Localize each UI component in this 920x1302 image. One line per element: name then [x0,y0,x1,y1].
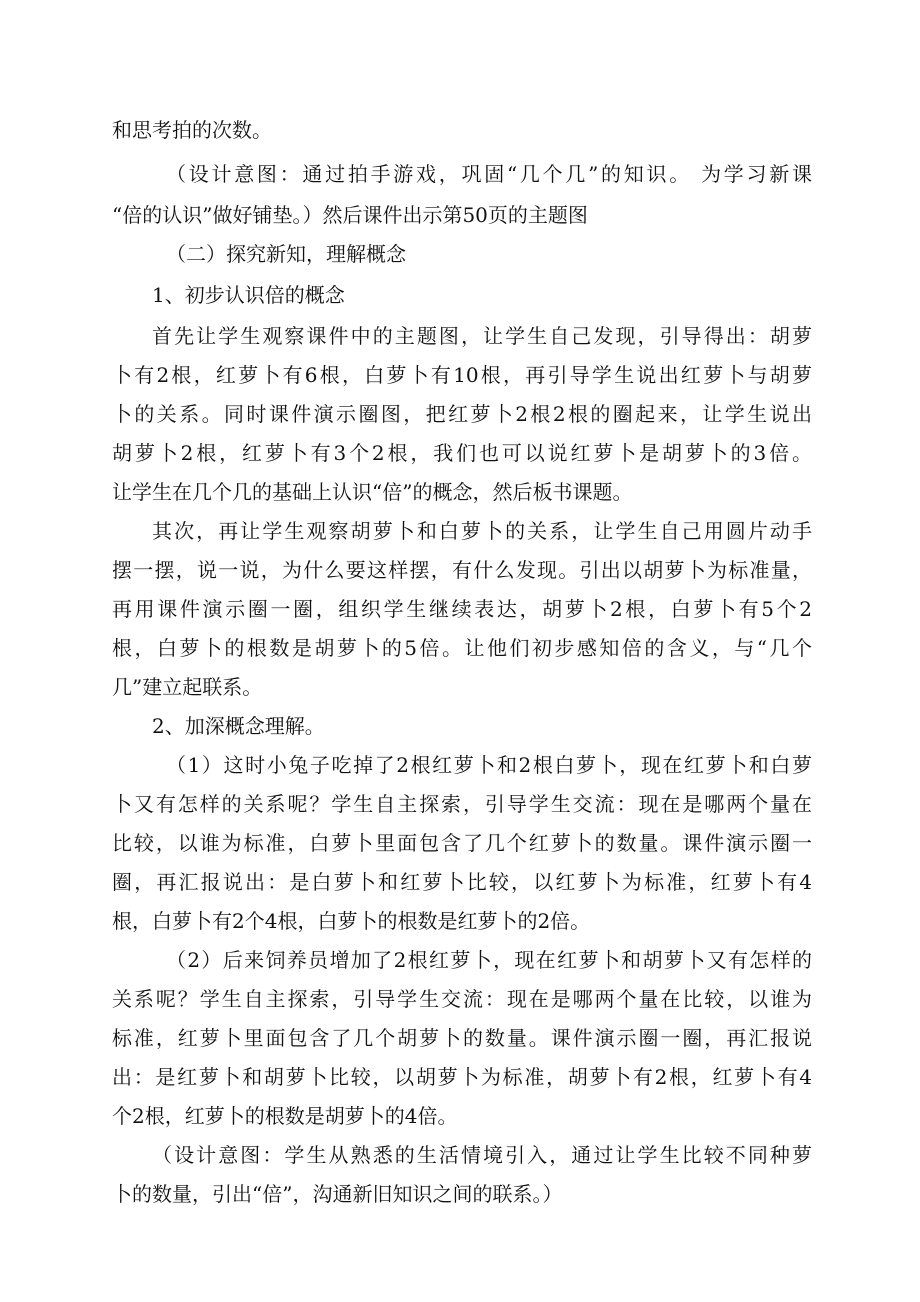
paragraph-line: 标准，红萝卜里面包含了几个胡萝卜的数量。课件演示圈一圈，再汇报说 [112,1026,812,1050]
paragraph-line: 再用课件演示圈一圈，组织学生继续表达，胡萝卜2根，白萝卜有5个2 [112,597,812,621]
paragraph-line: 出：是红萝卜和胡萝卜比较，以胡萝卜为标准，胡萝卜有2根，红萝卜有4 [112,1065,812,1089]
text-line: “倍的认识”做好铺垫。）然后课件出示第50页的主题图 [112,203,588,227]
paragraph-line: 卜有2根，红萝卜有6根，白萝卜有10根，再引导学生说出红萝卜与胡萝 [112,363,812,387]
paragraph-line: 根，白萝卜有2个4根，白萝卜的根数是红萝卜的2倍。 [112,909,591,933]
paragraph-line: 比较，以谁为标准，白萝卜里面包含了几个红萝卜的数量。课件演示圈一 [112,831,812,855]
subsection-heading: 1、初步认识倍的概念 [152,283,345,307]
paragraph-line: 其次，再让学生观察胡萝卜和白萝卜的关系，让学生自己用圆片动手 [152,519,812,543]
subsection-heading: 2、加深概念理解。 [152,714,325,738]
design-intent-paragraph: （设计意图：通过拍手游戏，巩固“几个几”的知识。 为学习新课 [166,162,812,186]
paragraph-line: 首先让学生观察课件中的主题图，让学生自己发现，引导得出：胡萝 [152,324,812,348]
paragraph-line: 卜的关系。同时课件演示圈图，把红萝卜2根2根的圈起来，让学生说出 [112,402,812,426]
paragraph-line: 几”建立起联系。 [112,675,263,699]
paragraph-line: 关系呢？学生自主探索，引导学生交流：现在是哪两个量在比较，以谁为 [112,987,812,1011]
design-intent-paragraph: （设计意图：学生从熟悉的生活情境引入，通过让学生比较不同种萝 [152,1143,812,1167]
paragraph-line: 圈，再汇报说出：是白萝卜和红萝卜比较，以红萝卜为标准，红萝卜有4 [112,870,812,894]
paragraph-line: （1）这时小兔子吃掉了2根红萝卜和2根白萝卜，现在红萝卜和白萝 [166,753,812,777]
paragraph-line: 胡萝卜2根，红萝卜有3个2根，我们也可以说红萝卜是胡萝卜的3倍。 [112,441,812,465]
text-line: 和思考拍的次数。 [112,118,272,142]
section-heading: （二）探究新知，理解概念 [166,242,406,266]
paragraph-line: 让学生在几个几的基础上认识“倍”的概念，然后板书课题。 [112,480,633,504]
paragraph-line: 根，白萝卜的根数是胡萝卜的5倍。让他们初步感知倍的含义，与“几个 [112,636,812,660]
paragraph-line: 摆一摆，说一说，为什么要这样摆，有什么发现。引出以胡萝卜为标准量， [112,558,812,582]
paragraph-line: 卜的数量，引出“倍”，沟通新旧知识之间的联系。） [112,1182,563,1206]
paragraph-line: 卜又有怎样的关系呢？学生自主探索，引导学生交流：现在是哪两个量在 [112,792,812,816]
paragraph-line: （2）后来饲养员增加了2根红萝卜，现在红萝卜和胡萝卜又有怎样的 [166,948,812,972]
paragraph-line: 个2根，红萝卜的根数是胡萝卜的4倍。 [112,1104,458,1128]
